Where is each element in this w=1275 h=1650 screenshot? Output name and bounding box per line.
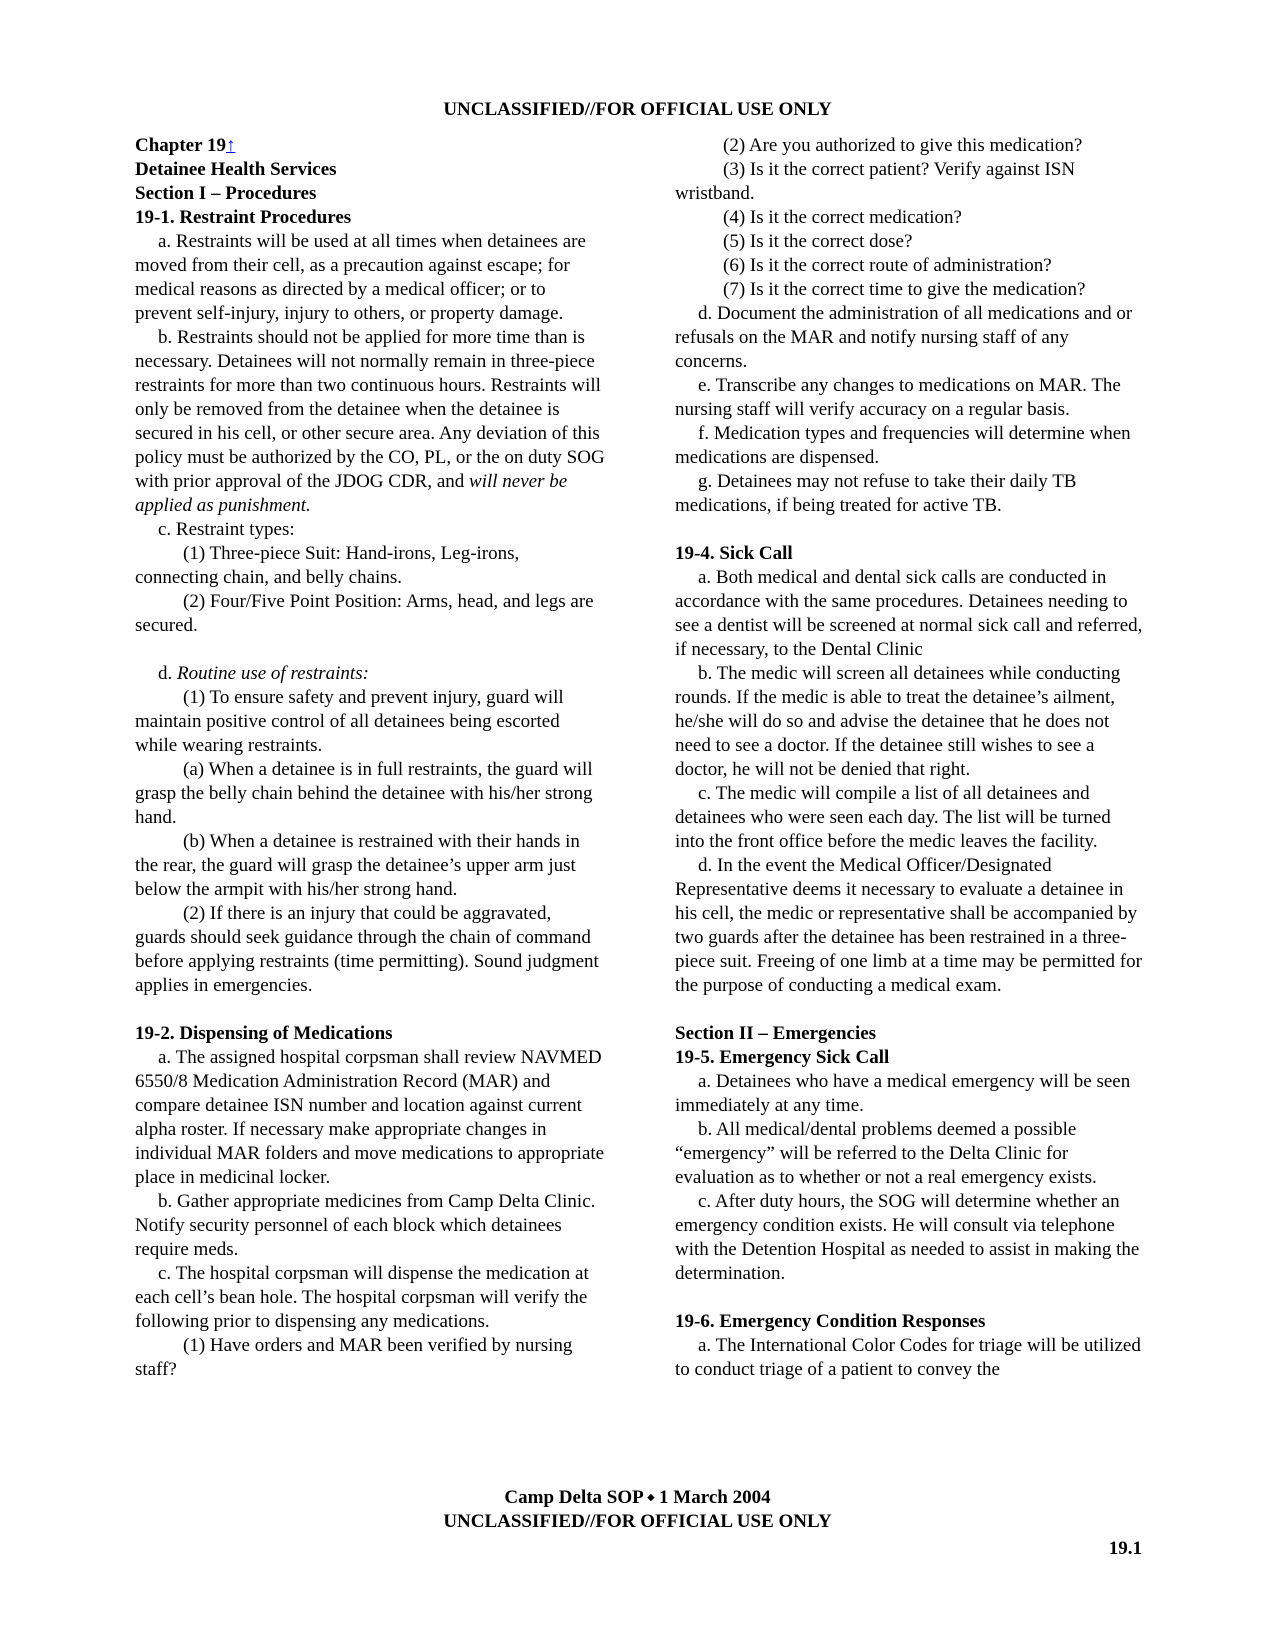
para-19-6-a: a. The International Color Codes for triage will be utilized to conduct triage of a patient to convey the <box>675 1335 1141 1380</box>
para-19-4-b: b. The medic will screen all detainees while conducting rounds. If the medic is able to treat the detainee’s ailment, he/she will do so and advise the detainee that he does not need to see a doctor. If the detainee still wishes to see a doctor, he will not be denied that right. <box>675 663 1121 780</box>
para-19-1-d-1-a: (a) When a detainee is in full restraints, the guard will grasp the belly chain behind the detainee with his/her strong hand. <box>135 759 593 828</box>
footer <box>0 1486 1275 1534</box>
heading-19-1: 19-1. Restraint Procedures <box>135 207 352 228</box>
para-19-5-a: a. Detainees who have a medical emergency will be seen immediately at any time. <box>675 1071 1131 1116</box>
para-19-5-b: b. All medical/dental problems deemed a possible “emergency” will be referred to the Delta Clinic for evaluation as to whether or not a real emergency exists. <box>675 1119 1097 1188</box>
header-classification: UNCLASSIFIED//FOR OFFICIAL USE ONLY <box>443 99 832 120</box>
para-19-1-c-1: (1) Three-piece Suit: Hand-irons, Leg-irons, connecting chain, and belly chains. <box>135 543 520 588</box>
section-heading-2: Section II – Emergencies <box>675 1023 877 1044</box>
para-19-2-a: a. The assigned hospital corpsman shall review NAVMED 6550/8 Medication Administration Record (MAR) and compare detainee ISN number and location against current alpha roster. If necessary make appropriate changes in individual MAR folders and move medications to appropriate place in medicinal locker. <box>135 1047 605 1188</box>
up-arrow-icon[interactable]: ↑ <box>225 135 236 156</box>
para-19-2-c-4: (4) Is it the correct medication? <box>723 207 962 228</box>
para-19-2-g: g. Detainees may not refuse to take their daily TB medications, if being treated for active TB. <box>675 471 1077 516</box>
para-19-2-c-7: (7) Is it the correct time to give the medication? <box>723 279 1086 300</box>
para-19-5-c: c. After duty hours, the SOG will determine whether an emergency condition exists. He will consult via telephone with the Detention Hospital as needed to assist in making the determination. <box>675 1191 1140 1284</box>
heading-19-5: 19-5. Emergency Sick Call <box>675 1047 890 1068</box>
para-19-4-d: d. In the event the Medical Officer/Designated Representative deems it necessary to evaluate a detainee in his cell, the medic or representative shall be accompanied by two guards after the detainee has been restrained in a three-piece suit. Freeing of one limb at a time may be permitted for the purpose of conducting a medical exam. <box>675 855 1142 996</box>
para-19-1-d: d. Routine use of restraints: <box>158 663 369 684</box>
para-19-2-c-1: (1) Have orders and MAR been verified by nursing staff? <box>135 1335 573 1380</box>
heading-19-6: 19-6. Emergency Condition Responses <box>675 1311 986 1332</box>
para-19-1-c: c. Restraint types: <box>158 519 295 540</box>
chapter-heading: Chapter 19↑ <box>135 135 236 156</box>
para-19-2-c-2: (2) Are you authorized to give this medication? <box>723 135 1083 156</box>
para-19-1-b: b. Restraints should not be applied for more time than is necessary. Detainees will not normally remain in three-piece restraints for more than two continuous hours. Restraints will only be removed from the detainee when the detainee is secured in his cell, or other secure area. Any deviation of this policy must be authorized by the CO, PL, or the on duty SOG with prior approval of the JDOG CDR, and will never be applied as punishment. <box>135 327 605 516</box>
para-19-4-a: a. Both medical and dental sick calls are conducted in accordance with the same procedures. Detainees needing to see a dentist will be screened at normal sick call and referred, if necessary, to the Dental Clinic <box>675 567 1143 660</box>
para-19-2-c-5: (5) Is it the correct dose? <box>723 231 913 252</box>
section-heading-1: Section I – Procedures <box>135 183 317 204</box>
para-19-1-c-2: (2) Four/Five Point Position: Arms, head, and legs are secured. <box>135 591 594 636</box>
chapter-title: Detainee Health Services <box>135 159 337 180</box>
para-19-1-a: a. Restraints will be used at all times when detainees are moved from their cell, as a precaution against escape; for medical reasons as directed by a medical officer; or to prevent self-injury, injury to others, or property damage. <box>135 231 586 324</box>
para-19-2-b: b. Gather appropriate medicines from Camp Delta Clinic. Notify security personnel of each block which detainees require meds. <box>135 1191 596 1260</box>
heading-19-4: 19-4. Sick Call <box>675 543 793 564</box>
left-column <box>135 134 605 1382</box>
footer-classification: UNCLASSIFIED//FOR OFFICIAL USE ONLY <box>443 1511 832 1532</box>
para-19-2-c: c. The hospital corpsman will dispense the medication at each cell’s bean hole. The hospital corpsman will verify the following prior to dispensing any medications. <box>135 1263 589 1332</box>
para-19-2-e: e. Transcribe any changes to medications on MAR. The nursing staff will verify accuracy on a regular basis. <box>675 375 1121 420</box>
para-19-1-d-1-b: (b) When a detainee is restrained with their hands in the rear, the guard will grasp the detainee’s upper arm just below the armpit with his/her strong hand. <box>135 831 580 900</box>
right-column <box>675 134 1145 1382</box>
page-number: 19.1 <box>1108 1538 1142 1559</box>
para-19-2-c-6: (6) Is it the correct route of administration? <box>723 255 1052 276</box>
para-19-2-f: f. Medication types and frequencies will determine when medications are dispensed. <box>675 423 1131 468</box>
para-19-2-d: d. Document the administration of all medications and or refusals on the MAR and notify nursing staff of any concerns. <box>675 303 1133 372</box>
para-19-4-c: c. The medic will compile a list of all detainees and detainees who were seen each day. The list will be turned into the front office before the medic leaves the facility. <box>675 783 1111 852</box>
para-19-2-c-3: (3) Is it the correct patient? Verify against ISN wristband. <box>675 159 1076 204</box>
para-19-1-d-1: (1) To ensure safety and prevent injury, guard will maintain positive control of all detainees being escorted while wearing restraints. <box>135 687 564 756</box>
heading-19-2: 19-2. Dispensing of Medications <box>135 1023 393 1044</box>
footer-sop-date: Camp Delta SOP ⬩ 1 March 2004 <box>504 1487 771 1508</box>
para-19-1-d-2: (2) If there is an injury that could be aggravated, guards should seek guidance through the chain of command before applying restraints (time permitting). Sound judgment applies in emergencies. <box>135 903 599 996</box>
